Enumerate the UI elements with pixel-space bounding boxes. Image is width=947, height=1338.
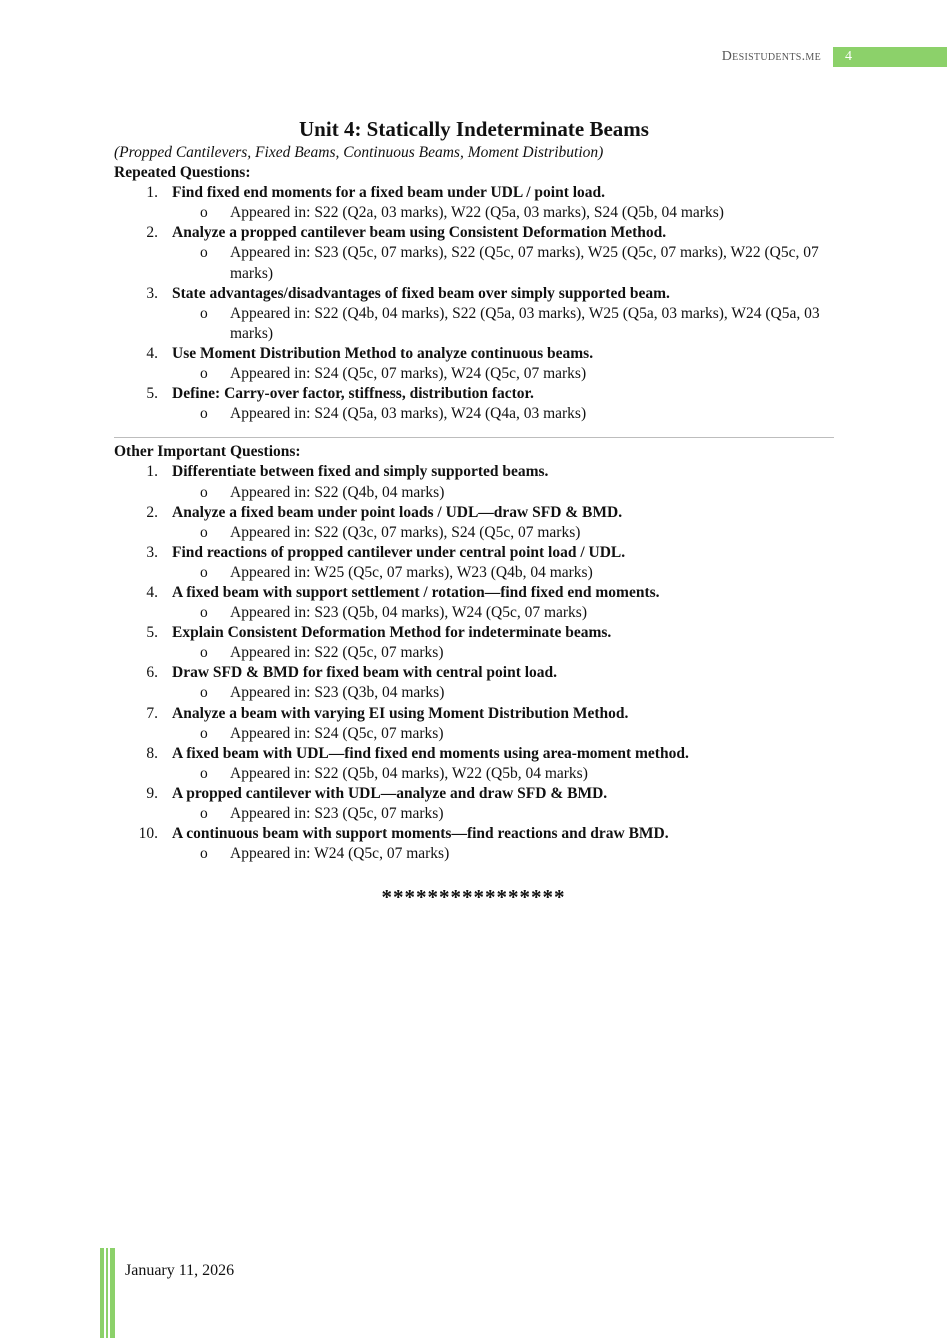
- appeared-in-line: [172, 724, 834, 744]
- footer-date: January 11, 2026: [125, 1262, 235, 1279]
- appeared-in-text: Appeared in: S22 (Q5c, 07 marks): [230, 644, 444, 662]
- page-header: [0, 47, 947, 69]
- question-text: Analyze a propped cantilever beam using Consistent Deformation Method.: [172, 224, 667, 242]
- bullet-icon: o: [200, 483, 208, 501]
- appeared-in-line: [172, 804, 834, 824]
- question-number: 4.: [146, 583, 158, 601]
- question-number: 6.: [146, 664, 158, 682]
- appeared-in-line: [172, 243, 834, 283]
- question-text: A fixed beam with support settlement / rotation—find fixed end moments.: [172, 583, 660, 601]
- question-number: 5.: [146, 624, 158, 642]
- question-number: 3.: [146, 543, 158, 561]
- bullet-icon: o: [200, 845, 208, 863]
- appeared-in-text: Appeared in: S24 (Q5c, 07 marks): [230, 724, 444, 742]
- appeared-in-text: Appeared in: S22 (Q2a, 03 marks), W22 (Q5a, 03 marks), S24 (Q5b, 04 marks): [230, 204, 724, 222]
- appeared-in-line: [172, 523, 834, 543]
- appeared-in-text: Appeared in: S22 (Q3c, 07 marks), S24 (Q5c, 07 marks): [230, 523, 581, 541]
- question-item: [114, 344, 834, 384]
- question-text: Explain Consistent Deformation Method for indeterminate beams.: [172, 624, 612, 642]
- repeated-questions-heading: Repeated Questions:: [114, 164, 251, 182]
- question-text: State advantages/disadvantages of fixed beam over simply supported beam.: [172, 284, 670, 302]
- bullet-icon: o: [200, 244, 208, 262]
- bullet-icon: o: [200, 523, 208, 541]
- question-number: 8.: [146, 744, 158, 762]
- bullet-icon: o: [200, 684, 208, 702]
- question-number: 4.: [146, 344, 158, 362]
- question-text: Analyze a beam with varying EI using Moment Distribution Method.: [172, 704, 629, 722]
- question-number: 3.: [146, 284, 158, 302]
- footer-accent-line: [100, 1248, 104, 1338]
- bullet-icon: o: [200, 805, 208, 822]
- appeared-in-line: [172, 764, 834, 784]
- question-item: [114, 384, 834, 424]
- question-item: [114, 462, 834, 502]
- unit-title: Unit 4: Statically Indeterminate Beams: [299, 117, 649, 141]
- question-text: Find reactions of propped cantilever under central point load / UDL.: [172, 543, 626, 561]
- question-text: A continuous beam with support moments—find reactions and draw BMD.: [172, 825, 669, 843]
- question-item: [114, 284, 834, 344]
- bullet-icon: o: [200, 365, 208, 383]
- question-number: 1.: [146, 463, 158, 481]
- question-text: Find fixed end moments for a fixed beam under UDL / point load.: [172, 184, 606, 202]
- appeared-in-text: Appeared in: S22 (Q4b, 04 marks): [230, 483, 445, 501]
- question-number: 7.: [146, 704, 158, 722]
- appeared-in-line: [172, 203, 834, 223]
- appeared-in-text: Appeared in: S24 (Q5a, 03 marks), W24 (Q4a, 03 marks): [230, 405, 587, 423]
- appeared-in-text: Appeared in: S23 (Q5b, 04 marks), W24 (Q5c, 07 marks): [230, 604, 587, 622]
- question-item: [114, 704, 834, 744]
- appeared-in-line: [172, 483, 834, 503]
- appeared-in-text: Appeared in: W25 (Q5c, 07 marks), W23 (Q4b, 04 marks): [230, 563, 593, 581]
- bullet-icon: o: [200, 405, 208, 423]
- question-text: Draw SFD & BMD for fixed beam with central point load.: [172, 664, 558, 682]
- appeared-in-text: Appeared in: S23 (Q3b, 04 marks): [230, 684, 445, 702]
- question-item: [114, 744, 834, 784]
- appeared-in-text: Appeared in: S24 (Q5c, 07 marks), W24 (Q5c, 07 marks): [230, 365, 587, 383]
- appeared-in-line: [172, 844, 834, 864]
- footer-accent-line: [106, 1248, 108, 1338]
- question-number: 10.: [138, 825, 158, 843]
- appeared-in-line: [172, 643, 834, 663]
- document-body: [114, 115, 834, 864]
- question-item: [114, 583, 834, 623]
- page-number: 4: [833, 47, 947, 67]
- appeared-in-text: Appeared in: W24 (Q5c, 07 marks): [230, 845, 450, 863]
- question-number: 9.: [146, 784, 158, 802]
- question-item: [114, 183, 834, 223]
- question-number: 5.: [146, 385, 158, 403]
- end-marker: ****************: [381, 885, 566, 909]
- appeared-in-text: Appeared in: S22 (Q4b, 04 marks), S22 (Q5a, 03 marks), W25 (Q5a, 03 marks), W24 (Q5a, 03 marks): [230, 304, 820, 342]
- bullet-icon: o: [200, 604, 208, 622]
- question-item: [114, 503, 834, 543]
- footer-accent-lines: [100, 1248, 116, 1338]
- question-number: 1.: [146, 184, 158, 202]
- question-number: 2.: [146, 503, 158, 521]
- unit-subtitle: (Propped Cantilevers, Fixed Beams, Continuous Beams, Moment Distribution): [114, 144, 604, 161]
- appeared-in-text: Appeared in: S23 (Q5c, 07 marks): [230, 805, 444, 822]
- appeared-in-line: [172, 404, 834, 424]
- question-number: 2.: [146, 224, 158, 242]
- question-item: [114, 223, 834, 283]
- question-text: Differentiate between fixed and simply supported beams.: [172, 463, 549, 481]
- appeared-in-text: Appeared in: S23 (Q5c, 07 marks), S22 (Q5c, 07 marks), W25 (Q5c, 07 marks), W22 (Q5c, 07 marks): [230, 244, 819, 282]
- question-item: [114, 623, 834, 663]
- bullet-icon: o: [200, 764, 208, 782]
- footer-accent-line: [110, 1248, 115, 1338]
- appeared-in-line: [172, 683, 834, 703]
- appeared-in-line: [172, 304, 834, 344]
- question-item: [114, 824, 834, 864]
- section-divider: [114, 437, 834, 438]
- bullet-icon: o: [200, 724, 208, 742]
- question-text: A propped cantilever with UDL—analyze and draw SFD & BMD.: [172, 784, 608, 802]
- appeared-in-line: [172, 603, 834, 623]
- site-name: Desistudents.me: [721, 49, 821, 64]
- other-questions-heading: Other Important Questions:: [114, 443, 301, 461]
- question-text: Use Moment Distribution Method to analyze continuous beams.: [172, 344, 594, 362]
- question-item: [114, 784, 834, 824]
- question-item: [114, 543, 834, 583]
- bullet-icon: o: [200, 304, 208, 322]
- question-item: [114, 663, 834, 703]
- bullet-icon: o: [200, 563, 208, 581]
- other-questions-list: [114, 462, 834, 864]
- appeared-in-line: [172, 364, 834, 384]
- question-text: Define: Carry-over factor, stiffness, distribution factor.: [172, 385, 534, 403]
- appeared-in-line: [172, 563, 834, 583]
- question-text: A fixed beam with UDL—find fixed end moments using area-moment method.: [172, 744, 689, 762]
- appeared-in-text: Appeared in: S22 (Q5b, 04 marks), W22 (Q5b, 04 marks): [230, 764, 588, 782]
- bullet-icon: o: [200, 204, 208, 222]
- repeated-questions-list: [114, 183, 834, 424]
- question-text: Analyze a fixed beam under point loads / UDL—draw SFD & BMD.: [172, 503, 623, 521]
- bullet-icon: o: [200, 644, 208, 662]
